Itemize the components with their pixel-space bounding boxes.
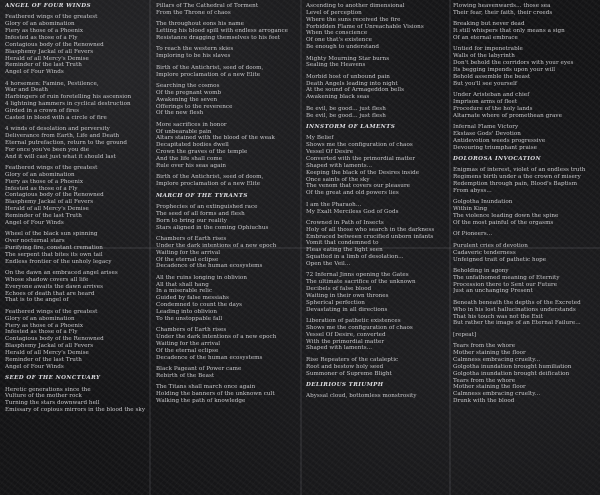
lyric-line: Procession there to Sent our Future	[453, 281, 558, 288]
lyric-line: Reminder of the last Truth	[5, 62, 82, 69]
lyric-line: Letting his blood spill with endless arrogance	[156, 28, 289, 35]
lyric-line: Calmness embracing cruelty...	[453, 357, 541, 363]
lyric-line: Of the pregnant womb	[156, 89, 222, 96]
lyric-line: Procedure of the holy lands	[453, 105, 533, 112]
lyric-line: Golgotha inundation brought deification	[453, 370, 570, 377]
lyric-line: Be enough to understand	[306, 44, 379, 51]
lyric-line: Spherical perfection	[306, 299, 365, 306]
lyric-line: Fleas eating the light seen	[306, 247, 383, 254]
lyric-line: Born to bring our reality	[156, 217, 227, 224]
lyric-line: Glory of an abomination	[5, 171, 75, 178]
lyric-line: The violence leading down the spine	[453, 213, 559, 220]
lyric-line: Root and bestow holy seed	[306, 363, 384, 370]
lyric-line: Feathered wings of the greatest	[5, 14, 98, 21]
lyric-line: Calmness embracing cruelty...	[453, 391, 541, 398]
lyric-line: Open the Veil...	[306, 261, 351, 267]
lyric-line: From the Throne of chaos	[156, 9, 231, 16]
lyric-line: Ekstase Gods' Devotion	[453, 130, 521, 137]
song-title: INNSTORM OF LAMENTS	[306, 124, 396, 131]
lyric-line: Angel of Four Winds	[5, 363, 64, 370]
lyric-line: Herald of all Mercy's Demise	[5, 349, 89, 356]
lyric-line: Condemned to count the days	[156, 302, 243, 309]
lyric-line: Behold assemble the beast	[453, 73, 531, 80]
lyric-line: Shaped with laments...	[306, 345, 373, 352]
lyric-line: And the life shall come	[156, 156, 223, 162]
lyric-line: Turning the stars downward hell	[5, 400, 100, 407]
lyric-line: Over nocturnal stars	[5, 238, 65, 245]
lyric-line: Breaking but never dead	[453, 21, 525, 28]
lyric-line: Black Pageant of Power came	[156, 366, 242, 373]
lyric-line: Glory of an abomination	[5, 315, 75, 322]
lyrics-column-4	[453, 3, 599, 405]
lyric-line: Shows me the configuration of chaos	[306, 324, 413, 331]
lyrics-column-3	[306, 3, 452, 400]
lyric-line: Stars aligned in the coming Ophiuchus	[156, 224, 269, 231]
lyric-line: War and Death	[5, 87, 48, 94]
lyric-line: Level of perception	[306, 9, 362, 16]
lyric-line: Their fear, their faith, their creeds	[453, 9, 553, 16]
lyric-line: Feathered wings of the greatest	[5, 308, 98, 315]
lyric-line: Vessel Of Desire, converted	[306, 331, 386, 338]
lyric-line: The Titans shall march once again	[156, 384, 256, 391]
lyric-line: Under the dark intentions of a new epoch	[156, 334, 277, 341]
lyric-line: Keeping the black of the Desires inside	[306, 169, 420, 176]
lyric-line: Blasphemy Jackal of all Fevers	[5, 343, 94, 350]
lyric-line: Infernal Flame Victory	[453, 124, 519, 131]
lyric-line: Abyssal cloud, bottomless monstrosity	[306, 393, 417, 400]
lyric-line: The ultimate sacrifice of the unknown	[306, 279, 416, 286]
lyric-line: To the unstoppable fall	[156, 315, 223, 322]
lyric-line: 72 Infernal Jinns opening the Gates	[306, 272, 409, 279]
lyric-line: Rule over his seas again	[156, 162, 227, 169]
lyric-line: All that shall hang	[156, 281, 209, 288]
lyric-line: Offerings to the reverence	[156, 103, 233, 110]
lyric-line: Once saints of the sky	[306, 176, 370, 183]
lyric-line: Reminder of the last Truth	[5, 356, 82, 363]
lyric-line: Don't behold the corridors with your eyes	[453, 60, 574, 67]
lyric-line: Ascending to another dimensional	[306, 3, 405, 9]
lyric-line: Antidevotion weeds progressive	[453, 137, 546, 144]
lyric-line: The seed of all forms and flesh	[156, 210, 245, 217]
lyric-line: My Exalt Merciless God of Gods	[306, 208, 399, 215]
lyric-line: Infested as those of a Fly	[5, 34, 78, 41]
lyric-line: Be evil, be good... just flesh	[306, 112, 386, 119]
lyric-line: Purulent cries of devotion	[453, 242, 528, 249]
lyric-line: Imprison arms of fleet	[453, 98, 518, 105]
lyric-line: Mother staining the floor	[453, 350, 526, 357]
lyric-line: Contagious body of the Renowned	[5, 192, 104, 199]
lyric-line: Summoner of Supreme Blight	[306, 370, 392, 377]
lyric-line: Prophecies of an extinguished race	[156, 204, 258, 210]
lyric-line: Walls of the labyrinth	[453, 53, 515, 60]
lyric-line: Decibels of false blood	[306, 286, 372, 293]
lyric-line: Angel of Four Winds	[5, 69, 64, 76]
song-title: MARCH OF THE TYRANTS	[156, 192, 248, 199]
lyric-line: Enigmas of interest, violet of an endless truth	[453, 167, 586, 174]
lyric-line: Fiery as those of a Phoenix	[5, 322, 84, 329]
lyric-line: Angel of Four Winds	[5, 219, 64, 226]
lyric-line: Within King	[453, 206, 488, 213]
lyric-line: Purifying fire, constant cremation	[5, 244, 103, 251]
lyric-line: Who in his lost hallucinations understands	[453, 306, 576, 313]
lyric-line: Wheel of the black sun spinning	[5, 231, 98, 238]
lyric-line: Eternal putrefaction, return to the ground	[5, 139, 128, 146]
lyric-line: Chambers of Earth rises	[156, 327, 227, 334]
lyric-line: Mother staining the floor	[453, 384, 526, 391]
lyric-line: When the conscience	[306, 30, 368, 37]
lyric-line: Mighty Mourning Star burns	[306, 55, 390, 62]
lyric-line: Unfeigned trait of pathetic hope	[453, 256, 547, 263]
lyric-line: Untied for impenetrable	[453, 46, 523, 53]
lyric-line: Devastating in all directions	[306, 306, 388, 313]
lyric-line: Searching the cosmos	[156, 82, 220, 89]
lyric-line: Girded in a crown of fires	[5, 108, 80, 114]
lyric-line: Blasphemy Jackal of all Fevers	[5, 199, 94, 206]
lyric-line: Tears from the whore	[453, 377, 516, 384]
lyric-line: At the sound of Armageddon bells	[306, 87, 405, 94]
lyric-line: Beholding in agony	[453, 267, 509, 274]
lyric-line: Endless frontier of the unholy legacy	[5, 258, 112, 265]
lyric-line: Death Angels leading into night	[306, 80, 398, 87]
lyric-line: It still whispers that only means a sign	[453, 28, 565, 35]
lyrics-column-1	[5, 3, 151, 414]
lyric-line: To reach the western skies	[156, 46, 234, 53]
lyric-line: On the dawn an embraced angel arises	[5, 270, 118, 277]
lyric-line: Regimens birth under a the crown of misery	[453, 174, 581, 181]
lyric-line: Of the new flesh	[156, 110, 204, 117]
song-title: DOLOROSA INVOCATION	[453, 156, 542, 162]
lyric-line: Shows me the configuration of chaos	[306, 142, 413, 149]
lyric-line: Of the most painful of the orgasms	[453, 219, 554, 226]
lyric-line: Fiery as those of a Phoenix	[5, 28, 84, 35]
lyric-line: Implore proclamation of a new Elite	[156, 181, 261, 188]
lyric-line: Harbingers of ruin foretelling his ascension	[5, 94, 132, 101]
lyric-line: Morbid host of unbound pain	[306, 73, 390, 80]
lyric-line: My Belief	[306, 135, 334, 142]
lyric-line: Glory of an abomination	[5, 21, 75, 28]
lyric-line: Beneath beneath the depths of the Excreted	[453, 299, 581, 306]
lyric-line: Golgotha inundation brought humiliation	[453, 363, 572, 370]
lyric-line: 4 lightning hammers in cyclical destruction	[5, 101, 131, 108]
lyric-line: Holy of all those who search in the darkness	[306, 226, 435, 233]
lyric-line: Converted with the primordial matter	[306, 156, 416, 162]
lyric-line: Awakening black seas	[306, 94, 370, 101]
lyric-line: Implore proclamation of a new Elite	[156, 71, 261, 78]
lyric-line: Chambers of Earth rises	[156, 235, 227, 242]
lyric-line: Of the great and old powers lies	[306, 190, 399, 197]
lyric-line: Of the eternal eclipse	[156, 256, 219, 263]
lyric-line: Crowned in Path of Insects	[306, 219, 384, 226]
lyric-line: Infested as those of a Fly	[5, 329, 78, 336]
lyric-line: Blasphemy Jackal of all Fevers	[5, 48, 94, 55]
lyric-line: Echoes of death that are heard	[5, 290, 95, 297]
lyric-line: Forbidden Flame of Unreachable Visions	[306, 23, 424, 30]
lyric-line: Golgotha Inundation	[453, 199, 513, 206]
lyric-line: Decapitated bodies dwell	[156, 142, 229, 149]
lyric-line: Shaped with laments...	[306, 162, 373, 169]
lyric-line: Emissary of copious mirrors in the blood the sky	[5, 407, 146, 414]
lyric-line: Just an unchanging Present	[453, 288, 533, 295]
song-title: DELIRIOUS TRIUMPH	[306, 382, 384, 389]
lyric-line: Devouring triumphant praise	[453, 144, 538, 151]
lyric-line: Under the dark intentions of a new epoch	[156, 242, 277, 249]
lyric-line: Awakening the seven	[156, 96, 218, 103]
lyric-line: Feathered wings of the greatest	[5, 165, 98, 172]
lyric-line: Decadence of the human ecosystems	[156, 354, 263, 361]
lyric-line: Contagious body of the Renowned	[5, 41, 104, 48]
lyric-line: With the primordial matter	[306, 338, 385, 345]
lyric-line: Sealing the Heavens	[306, 62, 366, 69]
lyric-line: Waiting for the arrival	[156, 340, 221, 347]
lyric-line: I am the Pharaoh...	[306, 201, 362, 208]
lyric-line: Pillars of The Cathedral of Torment	[156, 3, 259, 9]
lyric-line: And it will cast just what it should last	[5, 153, 116, 160]
song-title: SEED OF THE NONCTUARY	[5, 375, 101, 382]
lyric-line: Embraced between crucified unborn infants	[306, 233, 434, 240]
lyric-line: Birth of the Antichrist, seed of doom,	[156, 64, 264, 71]
lyric-line: More sacrifices in honor	[156, 121, 227, 128]
lyric-line: Herald of all Mercy's Demise	[5, 206, 89, 213]
lyric-line: Where the suns received the fire	[306, 16, 401, 23]
lyric-line: Squatted in a limb of desolation...	[306, 254, 404, 261]
lyric-line: Redemption through pain, Blood's Baptism	[453, 181, 578, 188]
lyric-line: Vomit that condemned to	[306, 240, 379, 247]
lyric-line: Of unbearable pain	[156, 128, 212, 135]
lyric-line: For once you've been you die	[5, 146, 90, 153]
lyric-line: Fiery as those of a Phoenix	[5, 178, 84, 185]
lyric-line: Of an eternal embrace	[453, 34, 518, 41]
lyric-line: Guided by false messiahs	[156, 295, 229, 302]
lyric-line: Flowing heavenwards... those sea	[453, 3, 551, 9]
lyric-line: Altarnate where of promethean grave	[453, 112, 562, 119]
lyric-line: Waiting for the arrival	[156, 249, 221, 256]
lyric-line: Birth of the Antichrist, seed of doom,	[156, 174, 264, 181]
lyric-line: Rebirth of the Beast	[156, 372, 215, 379]
lyric-line: Of the eternal eclipse	[156, 347, 219, 354]
lyrics-column-2	[156, 3, 302, 405]
lyric-line: Walking the path of knowledge	[156, 398, 246, 405]
lyric-line: Altars stained with the blood of the weak	[156, 135, 275, 142]
lyric-line: Infested as those of a Fly	[5, 185, 78, 192]
lyric-line: Casted in blood with a circle of fire	[5, 114, 107, 121]
lyric-line: Vulture of the mother rock	[5, 393, 82, 400]
lyric-line: [repeat]	[453, 331, 477, 338]
lyric-line: Heretic generations since the	[5, 386, 91, 393]
lyric-line: In a miserable relic	[156, 288, 213, 295]
lyric-line: Resistance dragging themselves to his feet	[156, 34, 280, 41]
lyric-line: Decadence of the human ecosystems	[156, 263, 263, 270]
lyric-line: Imploring to be his slaves	[156, 53, 231, 60]
lyric-line: Of Pioneers...	[453, 231, 493, 238]
lyric-line: 4 horsemen: Famine, Pestilence,	[5, 80, 99, 87]
lyric-line: Its begging impends upon your will	[453, 66, 556, 73]
lyric-line: Liberation of pathetic existences	[306, 318, 401, 325]
lyric-line: Rise Repeaters of the cataleptic	[306, 356, 399, 363]
lyric-line: Contagious body of the Renowned	[5, 336, 104, 343]
lyric-line: Crown the graves of the temple	[156, 149, 248, 156]
lyric-line: Whose shadow covers all life	[5, 276, 89, 283]
lyric-line: Reminder of the last Truth	[5, 213, 82, 219]
lyric-line: Of one that's existence	[306, 37, 372, 44]
lyric-line: Holding the banners of the unknown cult	[156, 391, 275, 398]
lyric-line: But rather the image of an Eternal Failure...	[453, 320, 581, 327]
lyric-line: The unfathomed meaning of Eternity	[453, 274, 560, 281]
lyric-line: Under Aristeban and chief	[453, 92, 530, 99]
lyric-line: From abyss...	[453, 187, 492, 194]
lyric-line: Drunk with the blood	[453, 398, 515, 405]
lyric-line: The venom that covers our pleasure	[306, 183, 411, 190]
lyric-line: All the ruins longing in oblivion	[156, 274, 248, 281]
lyric-line: Herald of all Mercy's Demise	[5, 55, 89, 62]
lyric-line: Tears from the whore	[453, 343, 516, 350]
song-title: ANGEL OF FOUR WINDS	[5, 3, 91, 9]
lyric-line: That his touch was not the Exit	[453, 313, 543, 320]
lyric-line: Leading into oblivion	[156, 309, 217, 315]
lyric-line: Everyone awaits the dawn arrives	[5, 283, 104, 290]
lyric-line: 4 winds of desolation and perversity	[5, 126, 110, 133]
lyric-line: The serpent that bites its own tail	[5, 251, 103, 258]
lyric-line: The throughout eons his name	[156, 21, 245, 28]
lyric-line: Be evil, be good... just flesh	[306, 105, 386, 112]
lyric-line: That is to the angel of	[5, 297, 69, 304]
lyric-line: Cadaveric tenderness	[453, 249, 516, 256]
lyric-line: Waiting in their own thrones	[306, 292, 389, 299]
lyric-line: Vessel Of Desire	[306, 149, 354, 156]
lyric-line: But you'll see yourself	[453, 80, 518, 87]
lyric-line: Deliverance from Earth, Life and Death	[5, 133, 120, 140]
